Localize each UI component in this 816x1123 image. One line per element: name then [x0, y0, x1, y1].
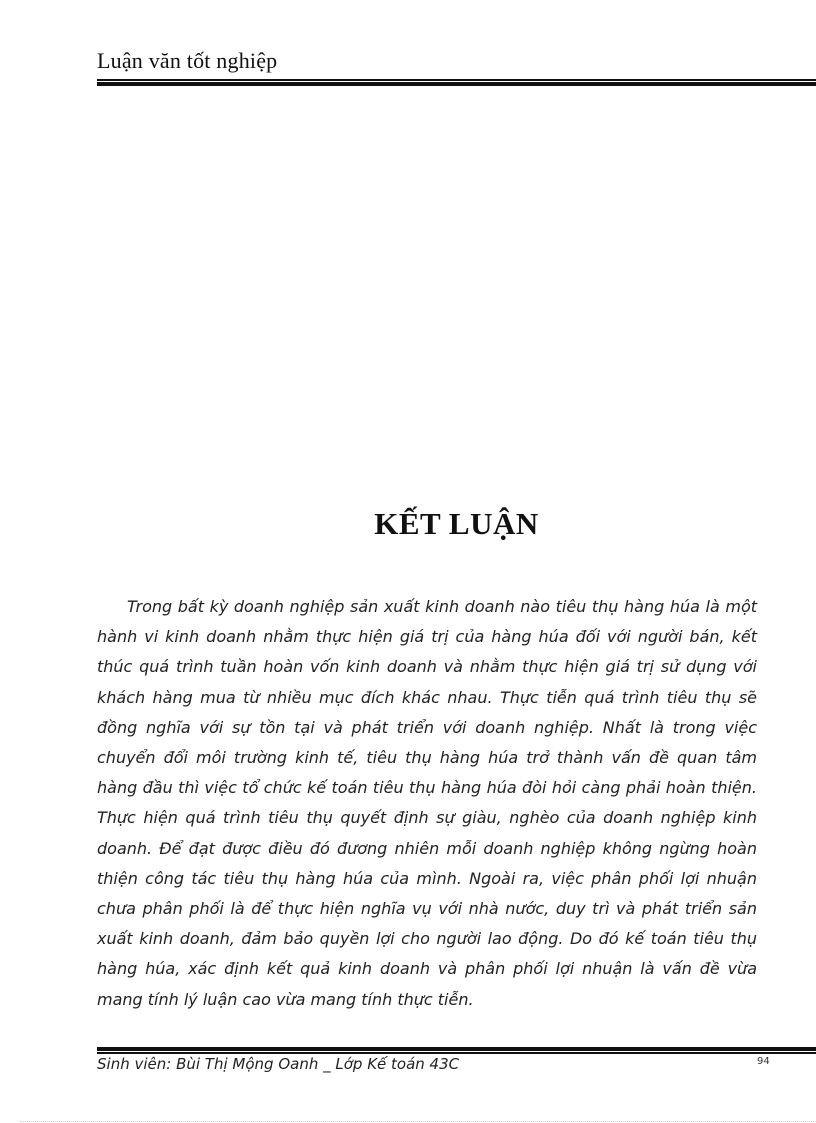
footer-divider	[97, 1047, 816, 1054]
conclusion-paragraph: Trong bất kỳ doanh nghiệp sản xuất kinh doanh nào tiêu thụ hàng húa là một hành vi kinh doanh nhằm thực hiện giá trị của hàng húa đối với người bán, kết thúc quá trình tuần hoàn vốn kinh doanh và nhằm thực hiện giá trị sử dụng với khách hàng mua từ nhiều mục đích khác nhau. Thực tiễn quá trình tiêu thụ sẽ đồng nghĩa với sự tồn tại và phát triển với doanh nghiệp. Nhất là trong việc chuyển đổi môi trường kinh tế, tiêu thụ hàng húa trở thành vấn đề quan tâm hàng đầu thì việc tổ chức kế toán tiêu thụ hàng húa đòi hỏi càng phải hoàn thiện. Thực hiện quá trình tiêu thụ quyết định sự giàu, nghèo của doanh nghiệp kinh doanh. Để đạt được điều đó đương nhiên mỗi doanh nghiệp không ngừng hoàn thiện công tác tiêu thụ hàng húa của mình. Ngoài ra, việc phân phối lợi nhuận chưa phân phối là để thực hiện nghĩa vụ với nhà nước, duy trì và phát triển sản xuất kinh doanh, đảm bảo quyền lợi cho người lao động. Do đó kế toán tiêu thụ hàng húa, xác định kết quả kinh doanh và phân phối lợi nhuận là vấn đề vừa mang tính lý luận cao vừa mang tính thực tiễn.	[97, 597, 757, 1009]
header-divider	[97, 79, 816, 86]
header-title: Luận văn tốt nghiệp	[97, 48, 278, 73]
page-title: KẾT LUẬN	[374, 506, 539, 541]
page-number: 94	[757, 1056, 770, 1067]
bottom-dotted-border	[20, 1121, 816, 1122]
footer-author: Sinh viên: Bùi Thị Mộng Oanh _ Lớp Kế toán 43C	[97, 1055, 460, 1073]
